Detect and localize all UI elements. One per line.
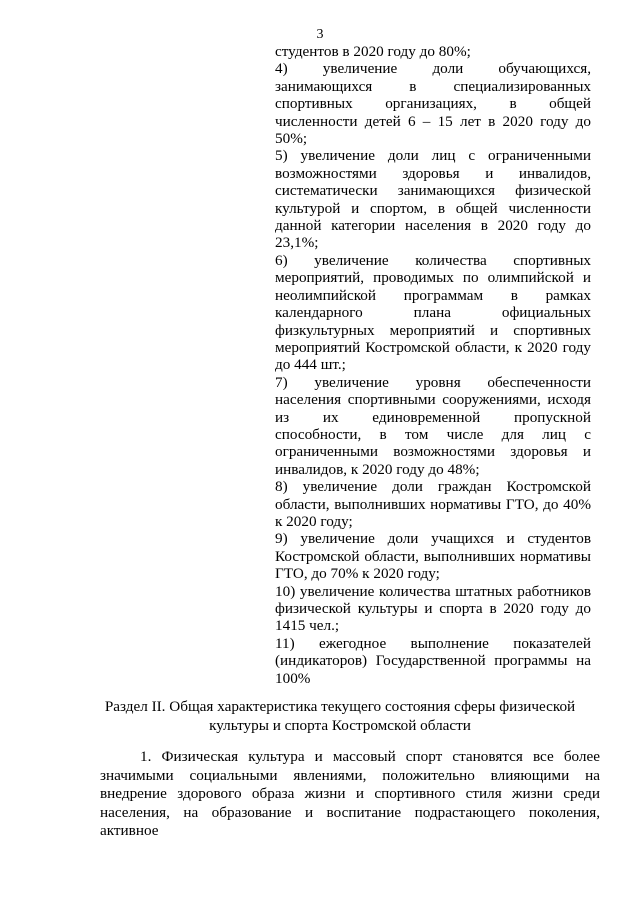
list-item: 11) ежегодное выполнение показателей (индикаторов) Государственной программы на 100%	[275, 634, 591, 687]
page-number: 3	[316, 27, 324, 42]
list-item: студентов в 2020 году до 80%;	[275, 43, 471, 60]
body-paragraph: 1. Физическая культура и массовый спорт становятся все более значимыми социальными явлениями, положительно влияющими на внедрение здорового образа жизни и спортивного стиля жизни среди населения, на образование и воспитание подрастающего поколения, активное	[100, 748, 600, 840]
list-item: 7) увеличение уровня обеспеченности населения спортивными сооружениями, исходя из их единовременной пропускной способности, в том числе для лиц с ограниченными возможностями здоровья и инвалидов, к 2020 году до 48%;	[275, 373, 591, 478]
list-item: 10) увеличение количества штатных работников физической культуры и спорта в 2020 году до 1415 чел.;	[275, 582, 591, 635]
section-title: Раздел II. Общая характеристика текущего состояния сферы физической культуры и спорта Костромской области	[104, 698, 576, 734]
list-item: 9) увеличение доли учащихся и студентов Костромской области, выполнивших нормативы ГТО, до 70% к 2020 году;	[275, 530, 591, 583]
list-item: 4) увеличение доли обучающихся, занимающихся в специализированных спортивных организациях, в общей численности детей 6 – 15 лет в 2020 году до 50%;	[275, 60, 591, 148]
list-item: 8) увеличение доли граждан Костромской области, выполнивших нормативы ГТО, до 40% к 2020 году;	[275, 478, 591, 530]
list-item: 5) увеличение доли лиц с ограниченными возможностями здоровья и инвалидов, систематически занимающихся физической культурой и спортом, в общей численности данной категории населения в 2020 году до 23,1%;	[275, 147, 591, 252]
targets-list	[275, 43, 591, 687]
list-item: 6) увеличение количества спортивных мероприятий, проводимых по олимпийской и неолимпийской программам в рамках календарного плана официальных физкультурных мероприятий и спортивных мероприятий Костромской области, к 2020 году до 444 шт.;	[275, 251, 591, 374]
